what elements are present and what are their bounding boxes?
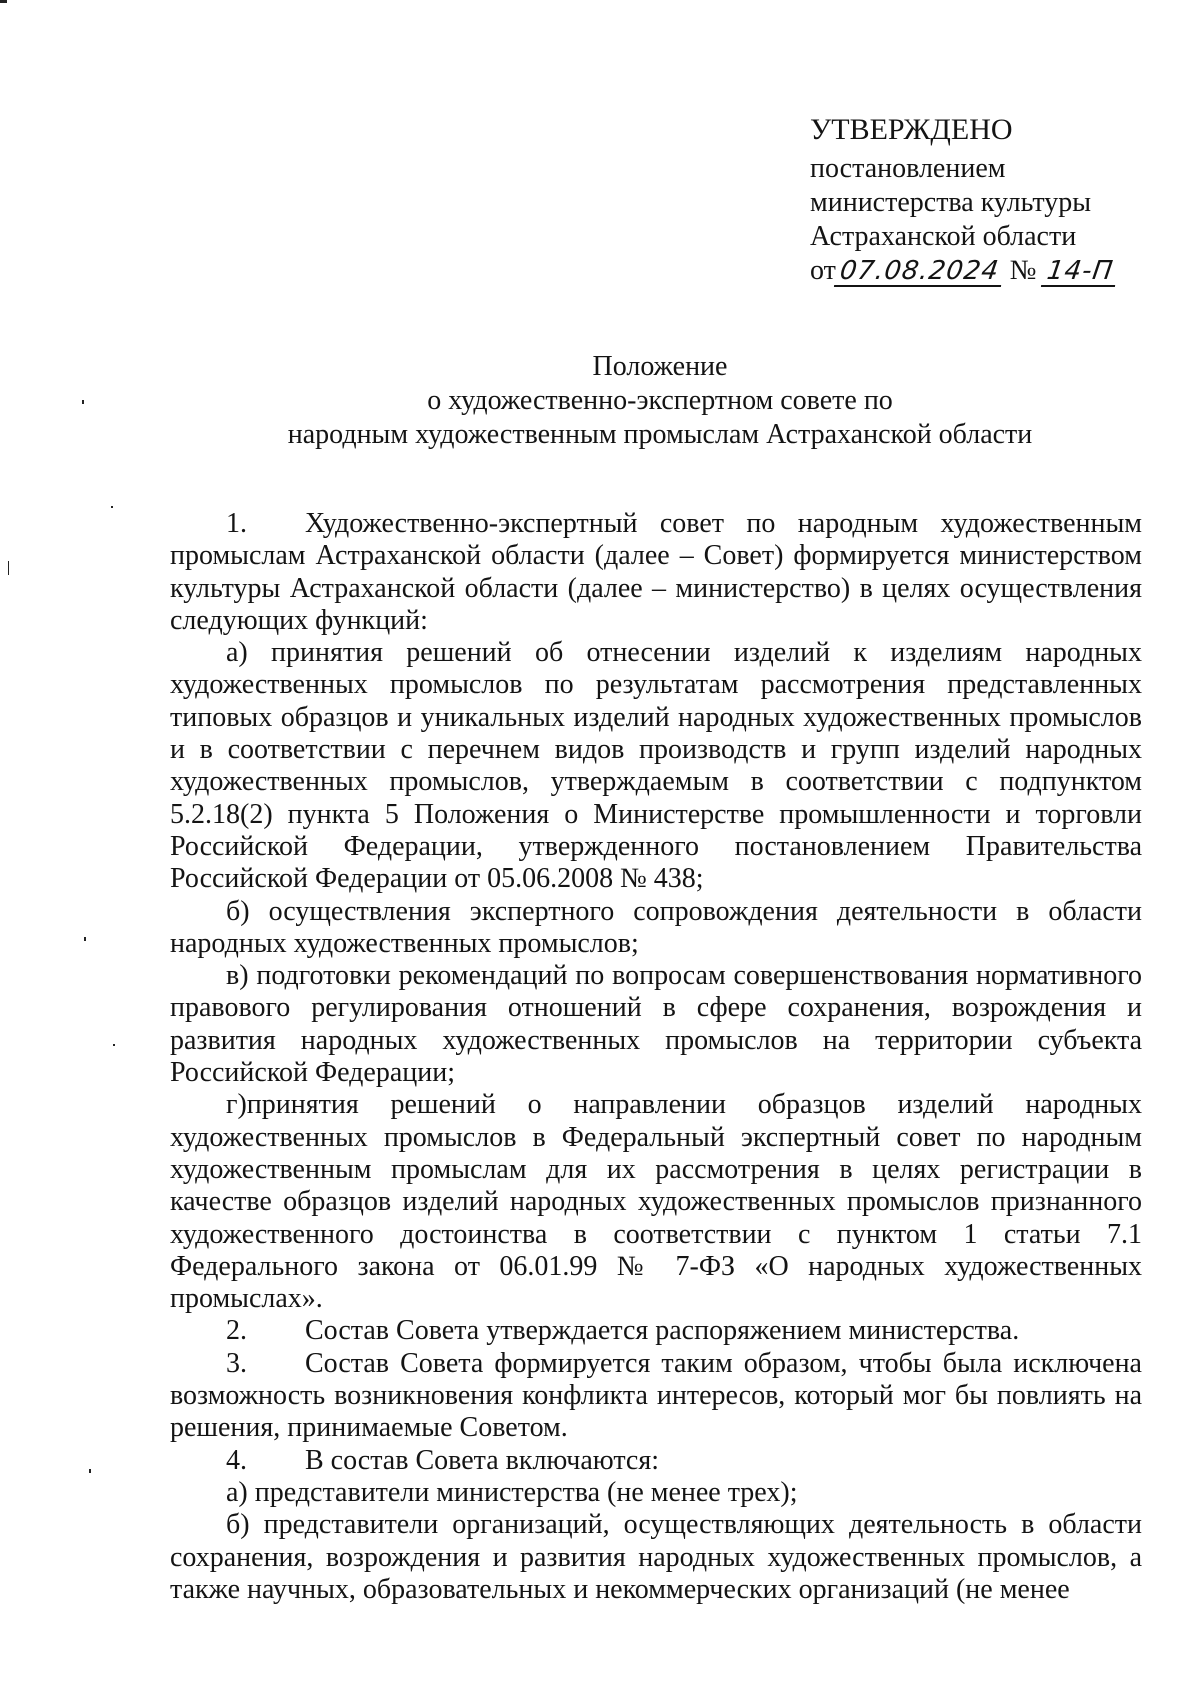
paragraph-number: 1. [226,508,247,539]
paragraph [170,1089,1142,1315]
scan-speck [82,400,84,404]
approval-line-1: постановлением [810,153,1006,184]
paragraph-number: 3. [226,1347,247,1379]
handwritten-date: 07.08.2024 [834,257,1005,287]
scan-speck [113,1044,115,1046]
date-prefix: от [810,255,836,286]
scan-speck [89,1469,91,1473]
paragraph-number: 2. [226,1315,247,1347]
document-body [170,508,1142,1606]
approval-stamp-block [810,108,1150,288]
title-line-3: народным художественным промыслам Астраханской области [287,419,1033,450]
paragraph [170,1348,1142,1445]
paragraph [170,1509,1142,1606]
scan-speck [84,937,86,941]
paragraph [170,896,1142,961]
paragraph-text: а) представители министерства (не менее трех); [226,1476,798,1508]
paragraph [170,508,1142,637]
paragraph-text: В состав Совета включаются: [305,1444,659,1476]
paragraph-text: б) осуществления экспертного сопровождения деятельности в области народных художественных промыслов; [170,895,1142,959]
paragraph-text: а) принятия решений об отнесении изделий к изделиям народных художественных промыслов по результатам рассмотрения представленных типовых образцов и уникальных изделий народных художественных промыслов и в соответствии с перечнем видов производств и групп изделий народных художественных промыслов, утверждаемым в соответствии с подпунктом 5.2.18(2) пункта 5 Положения о Министерстве промышленности и торговли Российской Федерации, утвержденного постановлением Правительства Российской Федерации от 05.06.2008 № 438; [170,637,1142,895]
paragraph-number: 4. [226,1444,247,1476]
paragraph [170,960,1142,1089]
approval-date-line [810,254,1150,288]
approval-heading: УТВЕРЖДЕНО [810,113,1013,146]
paragraph-text: в) подготовки рекомендаций по вопросам совершенствования нормативного правового регулирования отношений в сфере сохранения, возрождения и развития народных художественных промыслов на территории субъекта Российской Федерации; [170,960,1142,1089]
number-prefix: № [1009,255,1037,286]
scan-edge-mark [0,0,7,3]
scan-speck [8,561,9,575]
document-title [160,350,1160,452]
title-line-2: о художественно-экспертном совете по [427,385,893,416]
paragraph-text: Состав Совета формируется таким образом, чтобы была исключена возможность возникновения конфликта интересов, который мог бы повлиять на решения, принимаемые Советом. [170,1347,1142,1444]
paragraph [170,1445,1142,1477]
paragraph-text: г)принятия решений о направлении образцов изделий народных художественных промыслов в Федеральный экспертный совет по народным художественным промыслам для их рассмотрения в целях регистрации в качестве образцов изделий народных художественных промыслов признанного художественного достоинства в соответствии с пунктом 1 статьи 7.1 Федерального закона от 06.01.99 № 7-ФЗ «О народных художественных промыслах». [170,1089,1142,1315]
paragraph-text: б) представители организаций, осуществляющих деятельность в области сохранения, возрождения и развития народных художественных промыслов, а также научных, образовательных и некоммерческих организаций (не менее [170,1509,1142,1605]
paragraph [170,1477,1142,1509]
approval-line-2: министерства культуры [810,187,1092,218]
approval-line-3: Астраханской области [810,221,1077,252]
paragraph [170,637,1142,895]
handwritten-number: 14-П [1041,257,1119,287]
paragraph-text: Состав Совета утверждается распоряжением министерства. [305,1315,1020,1347]
paragraph [170,1315,1142,1347]
title-line-1: Положение [592,351,728,382]
paragraph-text: Художественно-экспертный совет по народным художественным промыслам Астраханской области (далее – Совет) формируется министерством культуры Астраханской области (далее – министерство) в целях осуществления следующих функций: [170,508,1142,636]
scan-speck [111,506,113,508]
